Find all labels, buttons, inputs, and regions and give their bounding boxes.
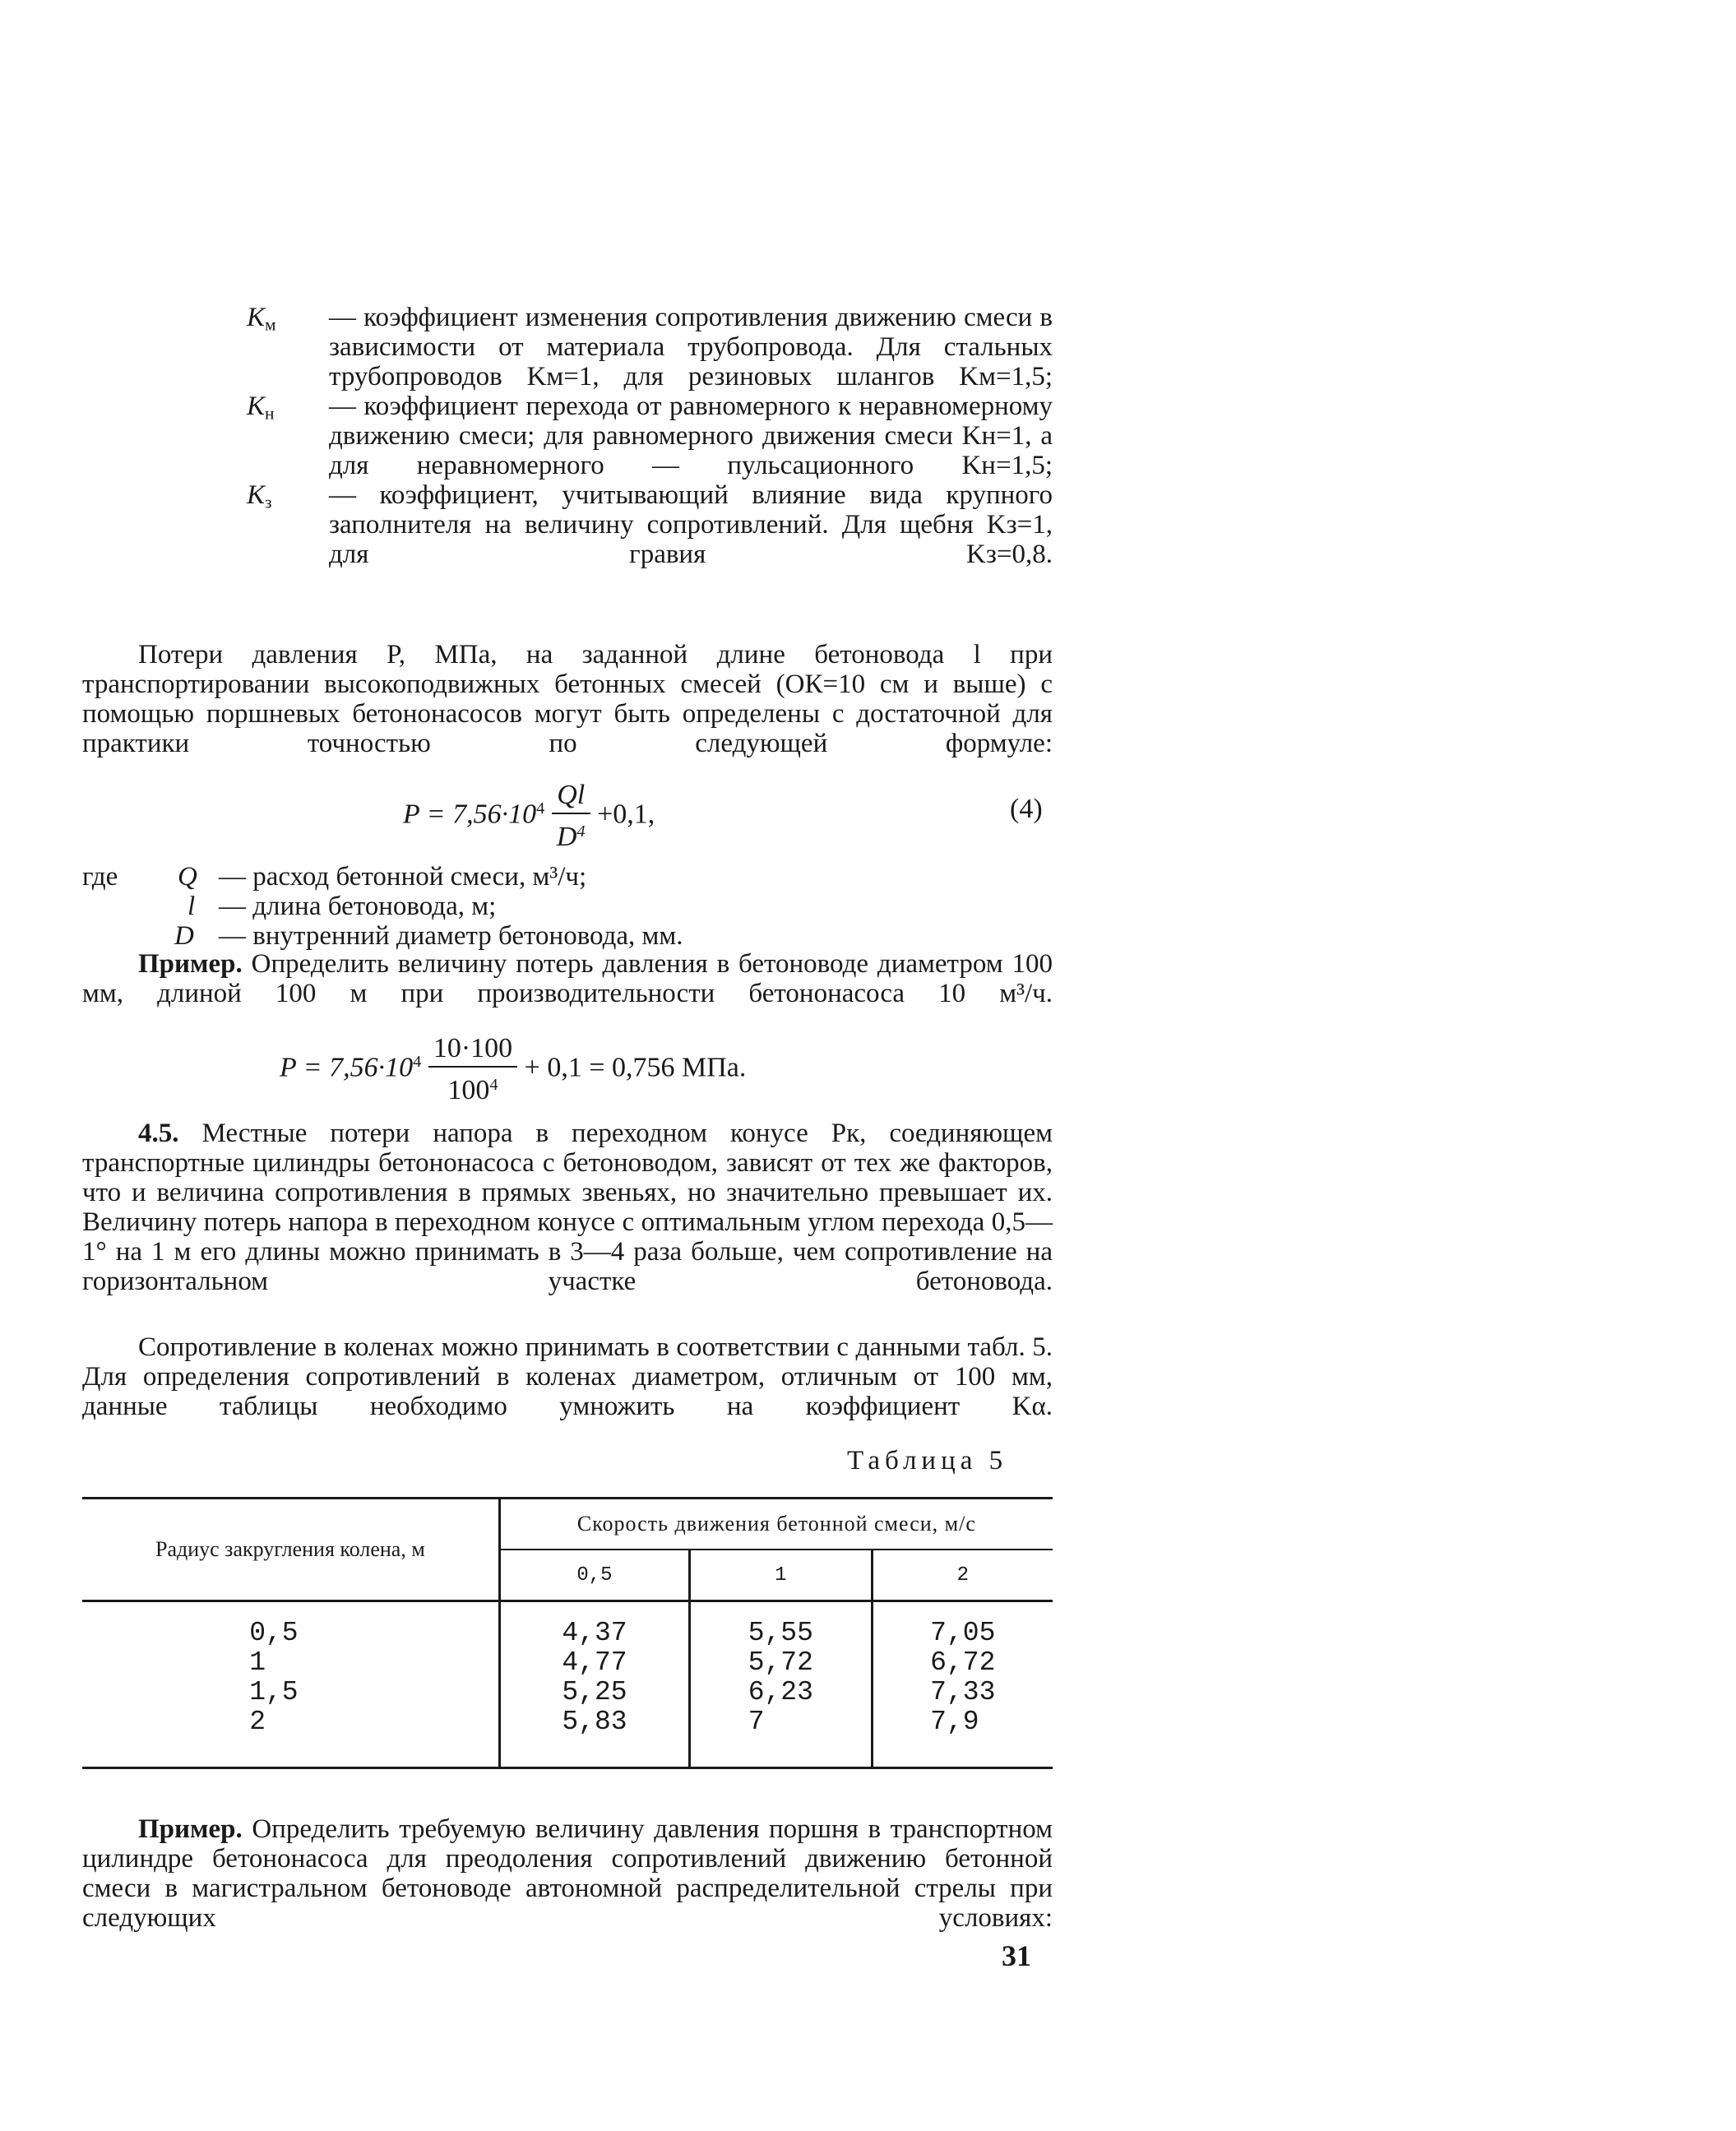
speed-2: 2 — [872, 1550, 1053, 1601]
example-label: Пример. — [138, 1814, 243, 1844]
value-cell: 6,23 — [748, 1677, 813, 1707]
page-number: 31 — [1002, 1939, 1031, 1972]
definition-text: — коэффициент перехода от равномерного к неравномерному движению смеси; для равномерного движения смеси Kн=1, а для неравномерного — пульсационного Kн=1,5; — [329, 391, 1053, 480]
formula-4 — [403, 780, 655, 853]
example-text: Определить величину потерь давления в бетоноводе диаметром 100 мм, длиной 100 м при производительности бетононасоса 10 м³/ч. — [82, 949, 1053, 1008]
value-cell: 7,05 — [930, 1618, 996, 1648]
value-cell: 5,72 — [748, 1647, 813, 1678]
value-cell: 5,55 — [748, 1618, 813, 1648]
example-2 — [82, 1814, 1053, 1933]
formula-exponent: 4 — [536, 799, 545, 818]
table-5 — [82, 1497, 1053, 1769]
example-text: Определить требуемую величину давления поршня в транспортном цилиндре бетононасоса для преодоления сопротивлений движению бетонной смеси в магистральном бетоноводе автономной распределительной стрелы при следующих условиях: — [82, 1814, 1053, 1933]
where-d — [82, 921, 822, 951]
formula-lhs: P = 7,56·10 — [403, 799, 537, 830]
values-speed-1 — [690, 1601, 872, 1768]
radius-header: Радиус закругления колена, м — [82, 1499, 499, 1601]
example-label: Пример. — [138, 949, 243, 979]
value-cell: 4,37 — [562, 1618, 627, 1648]
speed-header: Скорость движения бетонной смеси, м/с — [499, 1499, 1053, 1550]
formula-rhs: + 0,1 = 0,756 МПа. — [524, 1052, 747, 1083]
radius-cell: 0,5 — [249, 1618, 299, 1648]
radius-cell: 1 — [249, 1647, 266, 1678]
where-q — [82, 862, 822, 892]
var-symbol: D — [174, 921, 194, 951]
paragraph-4-5 — [82, 1119, 1053, 1296]
formula-fraction — [428, 1033, 517, 1106]
value-cell: 7,9 — [930, 1707, 979, 1737]
fraction-denominator: 100 — [447, 1075, 490, 1106]
knees-paragraph: Сопротивление в коленах можно принимать в соответствии с данными табл. 5. Для определения сопротивлений в коленах диаметром, отличным от 100 мм, данные таблицы необходимо умножить на коэффициент Kα. — [82, 1332, 1053, 1421]
table-header-row — [82, 1499, 1053, 1550]
term-subscript: з — [265, 492, 272, 512]
example-1 — [82, 949, 1053, 1008]
definition-text: — коэффициент изменения сопротивления движению смеси в зависимости от материала трубопровода. Для стальных трубопроводов Kм=1, для резиновых шлангов Kм=1,5; — [329, 303, 1053, 391]
var-symbol: Q — [178, 862, 197, 892]
example-formula — [280, 1033, 746, 1106]
formula-fraction — [552, 780, 590, 853]
term-symbol: K — [247, 480, 266, 510]
fraction-denominator: D — [556, 822, 577, 853]
denominator-exponent: 4 — [576, 822, 586, 841]
values-speed-2 — [872, 1601, 1053, 1768]
var-description: — длина бетоновода, м; — [219, 892, 497, 921]
value-cell: 7 — [748, 1707, 765, 1737]
coefficient-definitions — [247, 303, 1053, 569]
value-cell: 5,25 — [562, 1677, 627, 1707]
values-speed-0-5 — [499, 1601, 689, 1768]
where-l — [82, 892, 822, 921]
definition-text: — коэффициент, учитывающий влияние вида крупного заполнителя на величину сопротивлений. Для щебня Kз=1, для гравия Kз=0,8. — [329, 480, 1053, 569]
fraction-numerator: 10·100 — [428, 1033, 517, 1068]
radius-cell: 1,5 — [249, 1677, 299, 1707]
variable-definitions — [82, 862, 822, 951]
definition-kn — [247, 391, 1053, 480]
radius-column — [82, 1601, 499, 1768]
pressure-loss-paragraph: Потери давления P, МПа, на заданной длине бетоновода l при транспортировании высокоподвижных бетонных смесей (ОК=10 см и выше) с помощью поршневых бетононасосов могут быть определены с достаточной для практики точностью по следующей формуле: — [82, 640, 1053, 758]
denominator-exponent: 4 — [489, 1076, 498, 1094]
speed-0-5: 0,5 — [499, 1550, 689, 1601]
value-cell: 7,33 — [930, 1677, 996, 1707]
term-subscript: н — [265, 403, 275, 424]
value-cell: 6,72 — [930, 1647, 996, 1678]
definition-km — [247, 303, 1053, 391]
speed-1: 1 — [690, 1550, 872, 1601]
term-symbol: K — [247, 391, 266, 421]
where-lead: где — [82, 862, 118, 892]
section-text: Местные потери напора в переходном конусе Pк, соединяющем транспортные цилиндры бетононасоса с бетоноводом, зависят от тех же факторов, что и величина сопротивления в прямых звеньях, но значительно превышает их. Величину потерь напора в переходном конусе с оптимальным углом перехода 0,5—1° на 1 м его длины можно принимать в 3—4 раза больше, чем сопротивление на горизонтальном участке бетоновода. — [82, 1119, 1053, 1296]
value-cell: 4,77 — [562, 1647, 627, 1678]
term-subscript: м — [265, 314, 276, 335]
table-caption: Таблица 5 — [847, 1446, 1008, 1475]
var-symbol: l — [187, 892, 196, 921]
formula-rhs: +0,1, — [597, 799, 655, 830]
table-body-row — [82, 1601, 1053, 1768]
var-description: — расход бетонной смеси, м³/ч; — [219, 862, 587, 892]
var-description: — внутренний диаметр бетоновода, мм. — [219, 921, 683, 951]
radius-cell: 2 — [249, 1707, 266, 1737]
section-number: 4.5. — [138, 1119, 179, 1148]
formula-exponent: 4 — [413, 1053, 422, 1072]
equation-number: (4) — [1010, 794, 1043, 824]
term-symbol: K — [247, 303, 266, 332]
definition-kz — [247, 480, 1053, 569]
value-cell: 5,83 — [562, 1707, 627, 1737]
formula-lhs: P = 7,56·10 — [280, 1052, 414, 1083]
fraction-numerator: Ql — [552, 780, 590, 814]
